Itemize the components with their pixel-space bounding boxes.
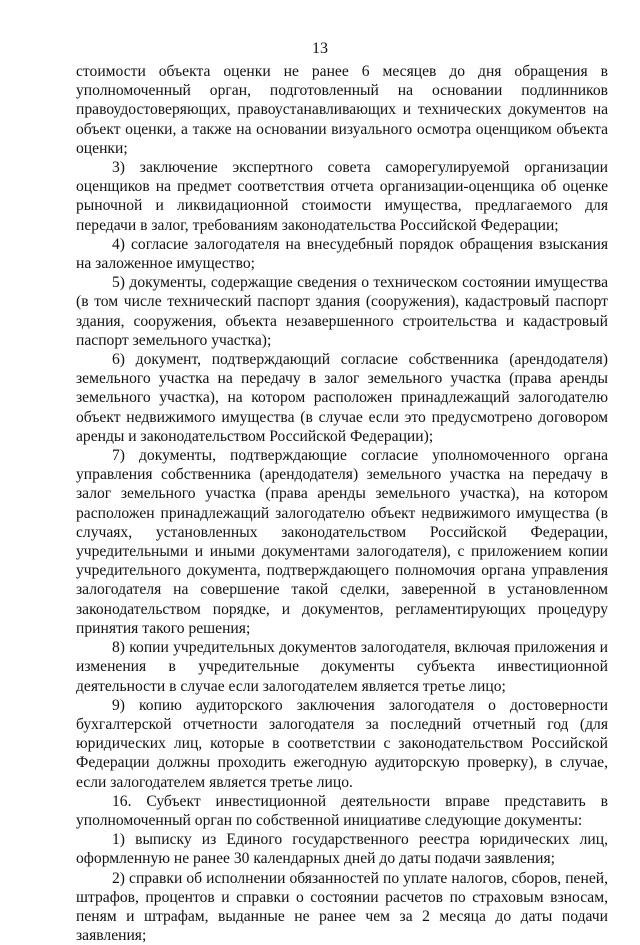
document-body bbox=[76, 62, 608, 945]
paragraph-subitem-2: 2) справки об исполнении обязанностей по уплате налогов, сборов, пеней, штрафов, процентов и справки о состоянии расчетов по страховым взносам, пеням и штрафам, выданные не ранее чем за 2 месяца до даты подачи заявления; bbox=[76, 869, 608, 945]
page-number: 13 bbox=[312, 40, 328, 57]
paragraph-subitem-1: 1) выписку из Единого государственного реестра юридических лиц, оформленную не ранее 30 календарных дней до даты подачи заявления; bbox=[76, 831, 608, 868]
paragraph-item-6: 6) документ, подтверждающий согласие собственника (арендодателя) земельного участка на передачу в залог земельного участка (права аренды земельного участка), на котором расположен принадлежащий залогодателю объект недвижимого имущества (в случае если это предусмотрено договором аренды и законодательством Российской Федерации); bbox=[76, 351, 608, 445]
paragraph-continuation: стоимости объекта оценки не ранее 6 месяцев до дня обращения в уполномоченный орган, подготовленный на основании подлинников правоудостоверяющих, правоустанавливающих и технических документов на объект оценки, а также на основании визуального осмотра оценщиком объекта оценки; bbox=[76, 63, 608, 157]
paragraph-item-8: 8) копии учредительных документов залогодателя, включая приложения и изменения в учредительные документы субъекта инвестиционной деятельности в случае если залогодателем является третье лицо; bbox=[76, 639, 608, 695]
paragraph-section-16: 16. Субъект инвестиционной деятельности вправе представить в уполномоченный орган по собственной инициативе следующие документы: bbox=[76, 792, 608, 829]
paragraph-item-5: 5) документы, содержащие сведения о техническом состоянии имущества (в том числе технический паспорт здания (сооружения), кадастровый паспорт здания, сооружения, объекта незавершенного строительства и кадастровый паспорт земельного участка); bbox=[76, 274, 608, 349]
paragraph-item-7: 7) документы, подтверждающие согласие уполномоченного органа управления собственника (арендодателя) земельного участка на передачу в залог земельного участка (права аренды земельного участка), на котором расположен принадлежащий залогодателю объект недвижимого имущества (в случаях, установленных законодательством Российской Федерации, учредительными и иными документами залогодателя), с приложением копии учредительного документа, подтверждающего полномочия органа управления залогодателя на совершение такой сделки, заверенной в установленном законодательством порядке, и документов, регламентирующих процедуру принятия такого решения; bbox=[76, 447, 608, 637]
paragraph-item-3: 3) заключение экспертного совета саморегулируемой организации оценщиков на предмет соответствия отчета организации-оценщика об оценке рыночной и ликвидационной стоимости имущества, предлагаемого для передачи в залог, требованиям законодательства Российской Федерации; bbox=[76, 159, 608, 234]
paragraph-item-9: 9) копию аудиторского заключения залогодателя о достоверности бухгалтерской отчетности залогодателя за последний отчетный год (для юридических лиц, которые в соответствии с законодательством Российской Федерации должны проходить ежегодную аудиторскую проверку), в случае, если залогодателем является третье лицо. bbox=[76, 696, 608, 791]
paragraph-item-4: 4) согласие залогодателя на внесудебный порядок обращения взыскания на заложенное имущество; bbox=[76, 235, 608, 273]
